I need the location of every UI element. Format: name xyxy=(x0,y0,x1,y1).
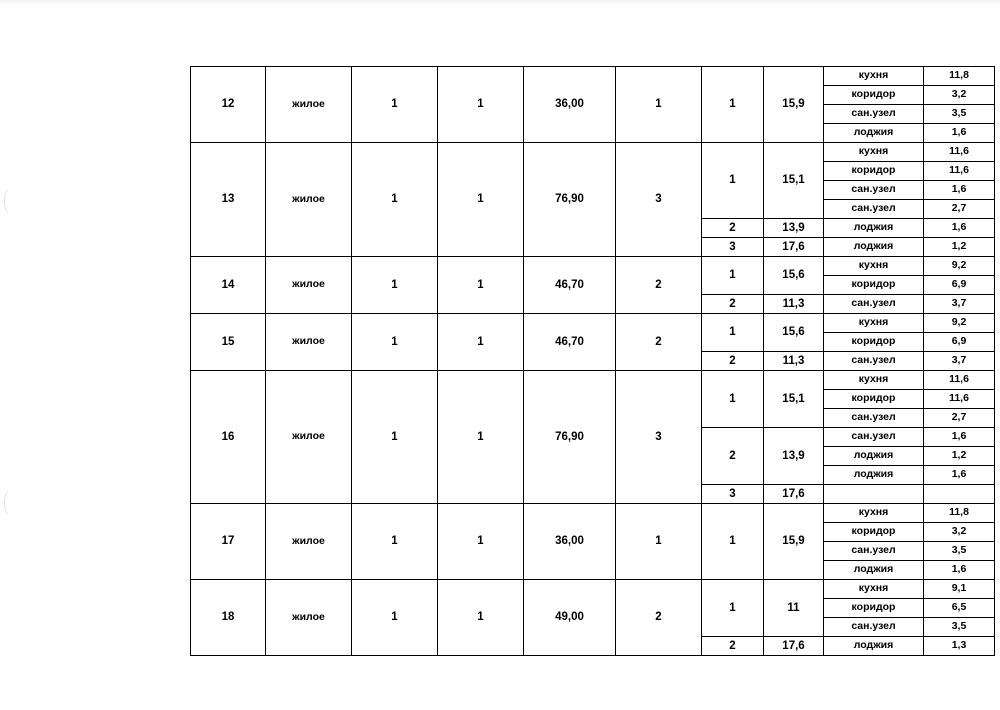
cell-room-area: 17,6 xyxy=(764,238,824,257)
cell-rooms-count: 2 xyxy=(616,580,702,656)
cell-room-index: 3 xyxy=(702,238,764,257)
cell-room-index: 1 xyxy=(702,314,764,352)
cell-room-index: 2 xyxy=(702,219,764,238)
table-row xyxy=(191,143,995,162)
cell-column-a: 1 xyxy=(352,257,438,314)
cell-premise-area: 11,6 xyxy=(924,143,995,162)
table-row xyxy=(191,67,995,86)
cell-premise-name: коридор xyxy=(824,86,924,105)
cell-premise-name: лоджия xyxy=(824,124,924,143)
cell-column-a: 1 xyxy=(352,143,438,257)
cell-room-index: 1 xyxy=(702,67,764,143)
cell-premise-name: сан.узел xyxy=(824,200,924,219)
cell-room-area: 15,9 xyxy=(764,67,824,143)
cell-premise-type: жилое xyxy=(266,371,352,504)
cell-total-area: 76,90 xyxy=(524,143,616,257)
cell-premise-area xyxy=(924,485,995,504)
cell-premise-name: сан.узел xyxy=(824,542,924,561)
cell-premise-area: 1,6 xyxy=(924,428,995,447)
cell-room-area: 11,3 xyxy=(764,295,824,314)
cell-room-index: 2 xyxy=(702,295,764,314)
cell-room-index: 1 xyxy=(702,257,764,295)
cell-premise-name: лоджия xyxy=(824,466,924,485)
cell-record-number: 12 xyxy=(191,67,266,143)
cell-premise-type: жилое xyxy=(266,314,352,371)
cell-record-number: 15 xyxy=(191,314,266,371)
cell-premise-type: жилое xyxy=(266,143,352,257)
cell-room-area: 15,6 xyxy=(764,314,824,352)
cell-column-b: 1 xyxy=(438,504,524,580)
cell-premise-type: жилое xyxy=(266,67,352,143)
cell-column-a: 1 xyxy=(352,371,438,504)
cell-premise-type: жилое xyxy=(266,257,352,314)
cell-premise-name: сан.узел xyxy=(824,428,924,447)
cell-column-b: 1 xyxy=(438,143,524,257)
cell-premise-area: 9,2 xyxy=(924,314,995,333)
punch-hole-mark xyxy=(4,490,17,516)
cell-column-b: 1 xyxy=(438,580,524,656)
table-row xyxy=(191,371,995,390)
cell-record-number: 13 xyxy=(191,143,266,257)
cell-room-area: 17,6 xyxy=(764,637,824,656)
cell-premise-name: кухня xyxy=(824,504,924,523)
cell-room-area: 13,9 xyxy=(764,428,824,485)
cell-premise-area: 11,8 xyxy=(924,67,995,86)
cell-room-index: 2 xyxy=(702,352,764,371)
cell-rooms-count: 2 xyxy=(616,257,702,314)
table-row xyxy=(191,257,995,276)
table-row xyxy=(191,580,995,599)
cell-premise-area: 11,6 xyxy=(924,162,995,181)
cell-rooms-count: 3 xyxy=(616,143,702,257)
cell-premise-name: сан.узел xyxy=(824,295,924,314)
cell-premise-name: кухня xyxy=(824,143,924,162)
cell-column-a: 1 xyxy=(352,580,438,656)
cell-room-area: 15,9 xyxy=(764,504,824,580)
cell-rooms-count: 2 xyxy=(616,314,702,371)
cell-premise-name: лоджия xyxy=(824,238,924,257)
cell-rooms-count: 1 xyxy=(616,67,702,143)
cell-room-index: 3 xyxy=(702,485,764,504)
cell-premise-area: 2,7 xyxy=(924,200,995,219)
cell-room-index: 2 xyxy=(702,637,764,656)
cell-premise-type: жилое xyxy=(266,504,352,580)
cell-room-area: 11,3 xyxy=(764,352,824,371)
cell-room-index: 1 xyxy=(702,504,764,580)
cell-room-area: 17,6 xyxy=(764,485,824,504)
cell-premise-area: 1,3 xyxy=(924,637,995,656)
cell-premise-name: лоджия xyxy=(824,219,924,238)
cell-column-b: 1 xyxy=(438,67,524,143)
cell-premise-area: 1,6 xyxy=(924,561,995,580)
cell-total-area: 49,00 xyxy=(524,580,616,656)
cell-premise-name: коридор xyxy=(824,333,924,352)
cell-premise-area: 1,6 xyxy=(924,466,995,485)
cell-room-area: 15,1 xyxy=(764,371,824,428)
cell-total-area: 76,90 xyxy=(524,371,616,504)
cell-room-index: 2 xyxy=(702,428,764,485)
table-row xyxy=(191,504,995,523)
cell-room-area: 15,1 xyxy=(764,143,824,219)
cell-premise-name: коридор xyxy=(824,390,924,409)
cell-premise-area: 3,5 xyxy=(924,105,995,124)
cell-premise-area: 6,9 xyxy=(924,333,995,352)
cell-premise-area: 3,2 xyxy=(924,86,995,105)
cell-premise-name: коридор xyxy=(824,162,924,181)
cell-premise-name: сан.узел xyxy=(824,409,924,428)
cell-premise-name: сан.узел xyxy=(824,181,924,200)
cell-column-b: 1 xyxy=(438,371,524,504)
cell-room-area: 11 xyxy=(764,580,824,637)
scan-top-edge xyxy=(0,0,1000,6)
cell-premise-name: кухня xyxy=(824,371,924,390)
cell-column-a: 1 xyxy=(352,504,438,580)
cell-premise-type: жилое xyxy=(266,580,352,656)
cell-premise-area: 1,6 xyxy=(924,219,995,238)
cell-rooms-count: 3 xyxy=(616,371,702,504)
cell-premise-area: 3,2 xyxy=(924,523,995,542)
cell-premise-name: кухня xyxy=(824,257,924,276)
cell-premise-area: 1,6 xyxy=(924,124,995,143)
cell-total-area: 36,00 xyxy=(524,504,616,580)
cell-column-b: 1 xyxy=(438,257,524,314)
cell-record-number: 18 xyxy=(191,580,266,656)
cell-column-b: 1 xyxy=(438,314,524,371)
cell-room-index: 1 xyxy=(702,580,764,637)
punch-hole-mark xyxy=(4,188,17,214)
cell-room-index: 1 xyxy=(702,371,764,428)
cell-premise-name: сан.узел xyxy=(824,618,924,637)
cell-premise-area: 11,8 xyxy=(924,504,995,523)
table-body xyxy=(191,67,995,656)
cell-premise-area: 9,2 xyxy=(924,257,995,276)
cell-premise-area: 3,5 xyxy=(924,542,995,561)
cell-premise-area: 6,5 xyxy=(924,599,995,618)
cell-premise-name: сан.узел xyxy=(824,352,924,371)
cell-record-number: 17 xyxy=(191,504,266,580)
table-row xyxy=(191,314,995,333)
cell-premise-name: лоджия xyxy=(824,637,924,656)
cell-premise-name: сан.узел xyxy=(824,105,924,124)
cell-column-a: 1 xyxy=(352,314,438,371)
cell-premise-area: 11,6 xyxy=(924,390,995,409)
cell-room-area: 13,9 xyxy=(764,219,824,238)
cell-rooms-count: 1 xyxy=(616,504,702,580)
cell-premise-area: 2,7 xyxy=(924,409,995,428)
cell-premise-name: лоджия xyxy=(824,447,924,466)
cell-record-number: 16 xyxy=(191,371,266,504)
cell-room-area: 15,6 xyxy=(764,257,824,295)
cell-premise-name: коридор xyxy=(824,276,924,295)
cell-premise-area: 11,6 xyxy=(924,371,995,390)
apartment-specification-table xyxy=(190,66,995,656)
cell-premise-name: кухня xyxy=(824,580,924,599)
cell-premise-area: 3,5 xyxy=(924,618,995,637)
cell-total-area: 36,00 xyxy=(524,67,616,143)
cell-total-area: 46,70 xyxy=(524,257,616,314)
cell-premise-area: 9,1 xyxy=(924,580,995,599)
cell-premise-name: кухня xyxy=(824,314,924,333)
cell-total-area: 46,70 xyxy=(524,314,616,371)
cell-premise-name: коридор xyxy=(824,523,924,542)
cell-record-number: 14 xyxy=(191,257,266,314)
cell-premise-name: лоджия xyxy=(824,561,924,580)
cell-room-index: 1 xyxy=(702,143,764,219)
cell-premise-area: 3,7 xyxy=(924,295,995,314)
cell-premise-area: 3,7 xyxy=(924,352,995,371)
cell-premise-area: 1,2 xyxy=(924,447,995,466)
cell-premise-area: 1,2 xyxy=(924,238,995,257)
cell-premise-area: 6,9 xyxy=(924,276,995,295)
cell-premise-name: кухня xyxy=(824,67,924,86)
cell-column-a: 1 xyxy=(352,67,438,143)
cell-premise-name xyxy=(824,485,924,504)
cell-premise-area: 1,6 xyxy=(924,181,995,200)
cell-premise-name: коридор xyxy=(824,599,924,618)
